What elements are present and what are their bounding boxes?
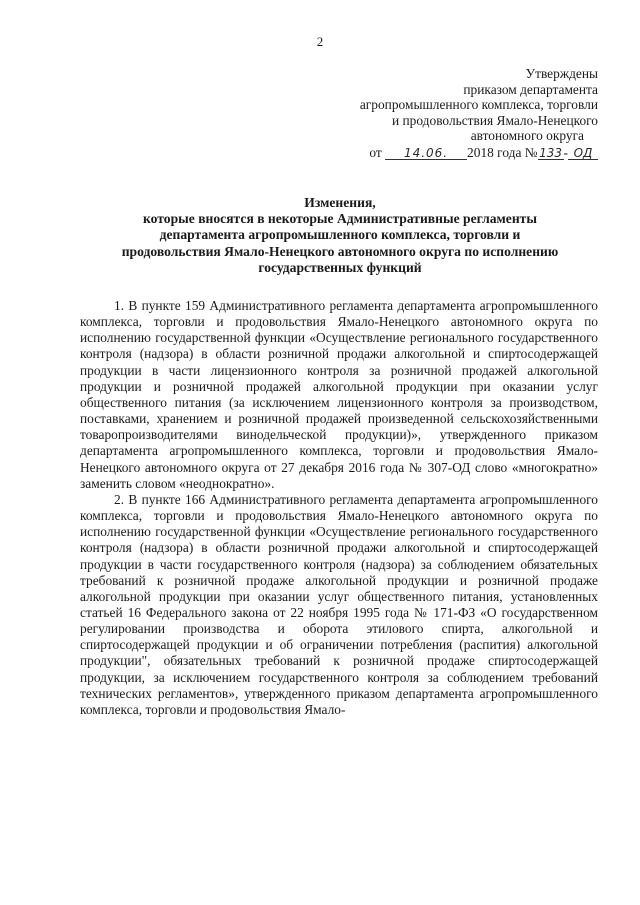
approval-line: приказом департамента [463,81,598,97]
handwritten-order-number: 133 [539,145,562,160]
approval-block [268,66,598,160]
page-number: 2 [316,34,324,49]
date-prefix: от [369,144,382,160]
title-line: продовольствия Ямало-Ненецкого автономного округа по исполнению [121,243,559,259]
paragraph-1: 1. В пункте 159 Административного регламента департамента агропромышленного комплекса, торговли и продовольствия Ямало-Ненецкого автономного округа по исполнению государственной функции «Осуществление регионального государственного контроля (надзора) в области розничной продажи алкогольной и спиртосодержащей продукции в части лицензионного контроля за розничной продажей алкогольной продукции и розничной продажей алкогольной продукции при оказании услуг общественного питания (за исключением лицензионного контроля за производством, поставками, хранением и розничной продажей произведенной сельскохозяйственными товаропроизводителями винодельческой продукции)», утвержденного приказом департамента агропромышленного комплекса, торговли и продовольствия Ямало-Ненецкого автономного округа от 27 декабря 2016 года № 307-ОД слово «многократно» заменить словом «неоднократно». [80,298,598,491]
approval-line: автономного округа [470,128,584,143]
title-line: государственных функций [258,259,422,275]
handwritten-order-suffix: ОД [568,147,598,160]
document-title [80,195,600,276]
order-number-separator: - [563,144,568,160]
approval-line: Утверждены [525,66,598,81]
approval-line: и продовольствия Ямало-Ненецкого [392,112,598,128]
handwritten-date: 14.06. [385,147,467,160]
paragraph-2: 2. В пункте 166 Административного регламента департамента агропромышленного комплекса, торговли и продовольствия Ямало-Ненецкого автономного округа по исполнению государственной функции «Осуществление регионального государственного контроля (надзора) в области розничной продажи алкогольной и спиртосодержащей продукции в части государственного контроля (надзора) за соблюдением обязательных требований к розничной продаже алкогольной продукции и розничной продаже алкогольной продукции при оказании услуг общественного питания, установленных статьей 16 Федерального закона от 22 ноября 1995 года № 171-ФЗ «О государственном регулировании производства и оборота этилового спирта, алкогольной и спиртосодержащей продукции и об ограничении потребления (распития) алкогольной продукции", обязательных требований к розничной продаже спиртосодержащей продукции, за исключением государственного контроля за соблюдением требований технических регламентов», утвержденного приказом департамента агропромышленного комплекса, торговли и продовольствия Ямало- [80,491,598,717]
approval-date-line [268,145,598,161]
approval-line: агропромышленного комплекса, торговли [359,97,598,112]
title-line: департамента агропромышленного комплекса, торговли и [159,227,521,243]
title-line: Изменения, [304,195,376,210]
document-body [80,298,598,718]
title-line: которые вносятся в некоторые Административные регламенты [143,211,537,227]
year-text: 2018 года № [467,144,538,160]
